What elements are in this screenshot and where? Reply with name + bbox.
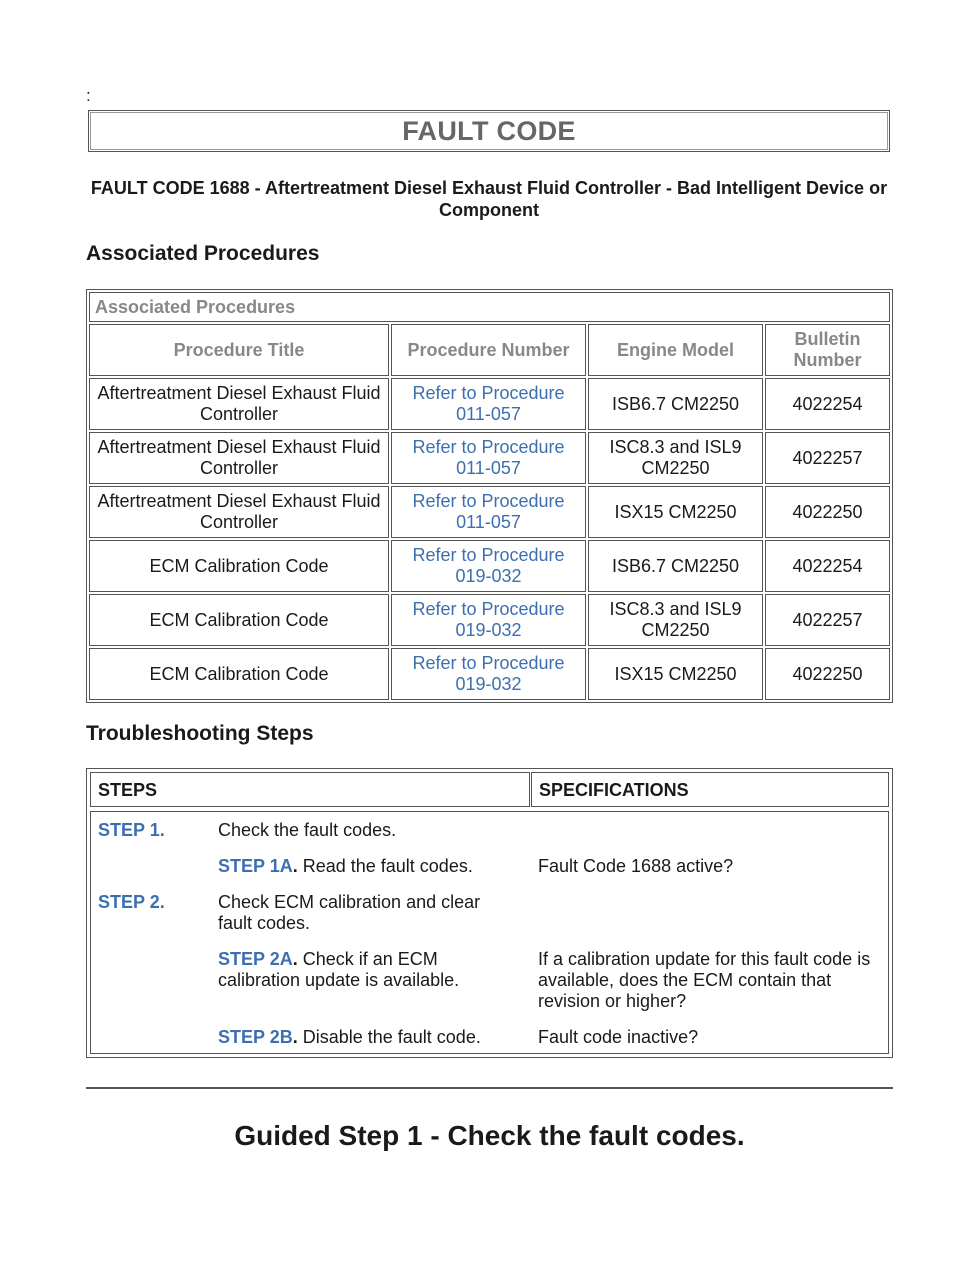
procedure-link[interactable]: Refer to Procedure 011-057 bbox=[391, 432, 586, 484]
engine-model-cell: ISB6.7 CM2250 bbox=[588, 378, 763, 430]
table-header-row bbox=[89, 324, 890, 376]
table-caption: Associated Procedures bbox=[89, 292, 890, 322]
procedure-link[interactable]: Refer to Procedure 019-032 bbox=[391, 594, 586, 646]
step-2b-spec: Fault code inactive? bbox=[538, 1027, 699, 1047]
engine-model-cell: ISB6.7 CM2250 bbox=[588, 540, 763, 592]
table-row bbox=[89, 594, 890, 646]
bulletin-number-cell: 4022257 bbox=[765, 594, 890, 646]
step-2b-dot: . bbox=[292, 1027, 298, 1047]
step-2-link[interactable]: STEP 2. bbox=[98, 892, 165, 912]
step-2a-item bbox=[218, 949, 518, 991]
guided-step-heading: Guided Step 1 - Check the fault codes. bbox=[234, 1120, 745, 1151]
engine-model-cell: ISX15 CM2250 bbox=[588, 648, 763, 700]
leading-colon: : bbox=[86, 86, 91, 105]
bulletin-number-cell: 4022254 bbox=[765, 540, 890, 592]
engine-model-cell: ISC8.3 and ISL9 CM2250 bbox=[588, 594, 763, 646]
troubleshooting-steps-table bbox=[86, 768, 893, 1058]
procedure-title-cell: Aftertreatment Diesel Exhaust Fluid Controller bbox=[89, 432, 389, 484]
step-1a-link[interactable]: STEP 1A bbox=[218, 856, 293, 876]
fault-code-title: FAULT CODE 1688 - Aftertreatment Diesel Exhaust Fluid Controller - Bad Intelligent Device or Component bbox=[90, 178, 888, 220]
step-1-text: Check the fault codes. bbox=[218, 820, 397, 840]
step-1-link[interactable]: STEP 1. bbox=[98, 820, 165, 840]
fault-code-header: FAULT CODE bbox=[402, 115, 576, 146]
procedure-title-cell: Aftertreatment Diesel Exhaust Fluid Controller bbox=[89, 486, 389, 538]
step-2-text: Check ECM calibration and clear fault codes. bbox=[218, 892, 481, 933]
procedure-link[interactable]: Refer to Procedure 019-032 bbox=[391, 648, 586, 700]
procedure-link[interactable]: Refer to Procedure 011-057 bbox=[391, 378, 586, 430]
section-divider bbox=[86, 1087, 893, 1089]
bulletin-number-cell: 4022250 bbox=[765, 486, 890, 538]
steps-body bbox=[90, 811, 889, 1054]
step-2a-dot: . bbox=[292, 949, 298, 969]
procedure-title-cell: Aftertreatment Diesel Exhaust Fluid Controller bbox=[89, 378, 389, 430]
table-row bbox=[89, 432, 890, 484]
procedure-title-cell: ECM Calibration Code bbox=[89, 540, 389, 592]
procedure-link[interactable]: Refer to Procedure 011-057 bbox=[391, 486, 586, 538]
table-row bbox=[89, 540, 890, 592]
step-1a-item bbox=[218, 856, 528, 877]
step-2b-item bbox=[218, 1027, 528, 1048]
step-1a-text: Read the fault codes. bbox=[297, 856, 473, 876]
engine-model-cell: ISX15 CM2250 bbox=[588, 486, 763, 538]
procedure-title-cell: ECM Calibration Code bbox=[89, 648, 389, 700]
associated-procedures-heading: Associated Procedures bbox=[86, 242, 320, 265]
step-1a-dot: . bbox=[292, 856, 298, 876]
header-procedure-number: Procedure Number bbox=[391, 324, 586, 376]
step-2b-link[interactable]: STEP 2B bbox=[218, 1027, 293, 1047]
bulletin-number-cell: 4022254 bbox=[765, 378, 890, 430]
header-bulletin-number: Bulletin Number bbox=[765, 324, 890, 376]
steps-column-header: STEPS bbox=[90, 772, 530, 807]
procedure-title-cell: ECM Calibration Code bbox=[89, 594, 389, 646]
bulletin-number-cell: 4022257 bbox=[765, 432, 890, 484]
table-row bbox=[89, 486, 890, 538]
associated-procedures-table bbox=[86, 289, 893, 703]
step-2a-spec: If a calibration update for this fault code is available, does the ECM contain that revision or higher? bbox=[538, 949, 871, 1011]
specifications-column-header: SPECIFICATIONS bbox=[531, 772, 889, 807]
step-2a-link[interactable]: STEP 2A bbox=[218, 949, 293, 969]
procedure-link[interactable]: Refer to Procedure 019-032 bbox=[391, 540, 586, 592]
bulletin-number-cell: 4022250 bbox=[765, 648, 890, 700]
header-engine-model: Engine Model bbox=[588, 324, 763, 376]
step-2b-text: Disable the fault code. bbox=[297, 1027, 481, 1047]
engine-model-cell: ISC8.3 and ISL9 CM2250 bbox=[588, 432, 763, 484]
header-procedure-title: Procedure Title bbox=[89, 324, 389, 376]
step-2a-text: Check if an ECM calibration update is available. bbox=[218, 949, 460, 990]
table-row bbox=[89, 378, 890, 430]
table-row bbox=[89, 648, 890, 700]
fault-code-header-box bbox=[88, 110, 890, 152]
troubleshooting-steps-heading: Troubleshooting Steps bbox=[86, 722, 314, 745]
step-1a-spec: Fault Code 1688 active? bbox=[538, 856, 734, 876]
